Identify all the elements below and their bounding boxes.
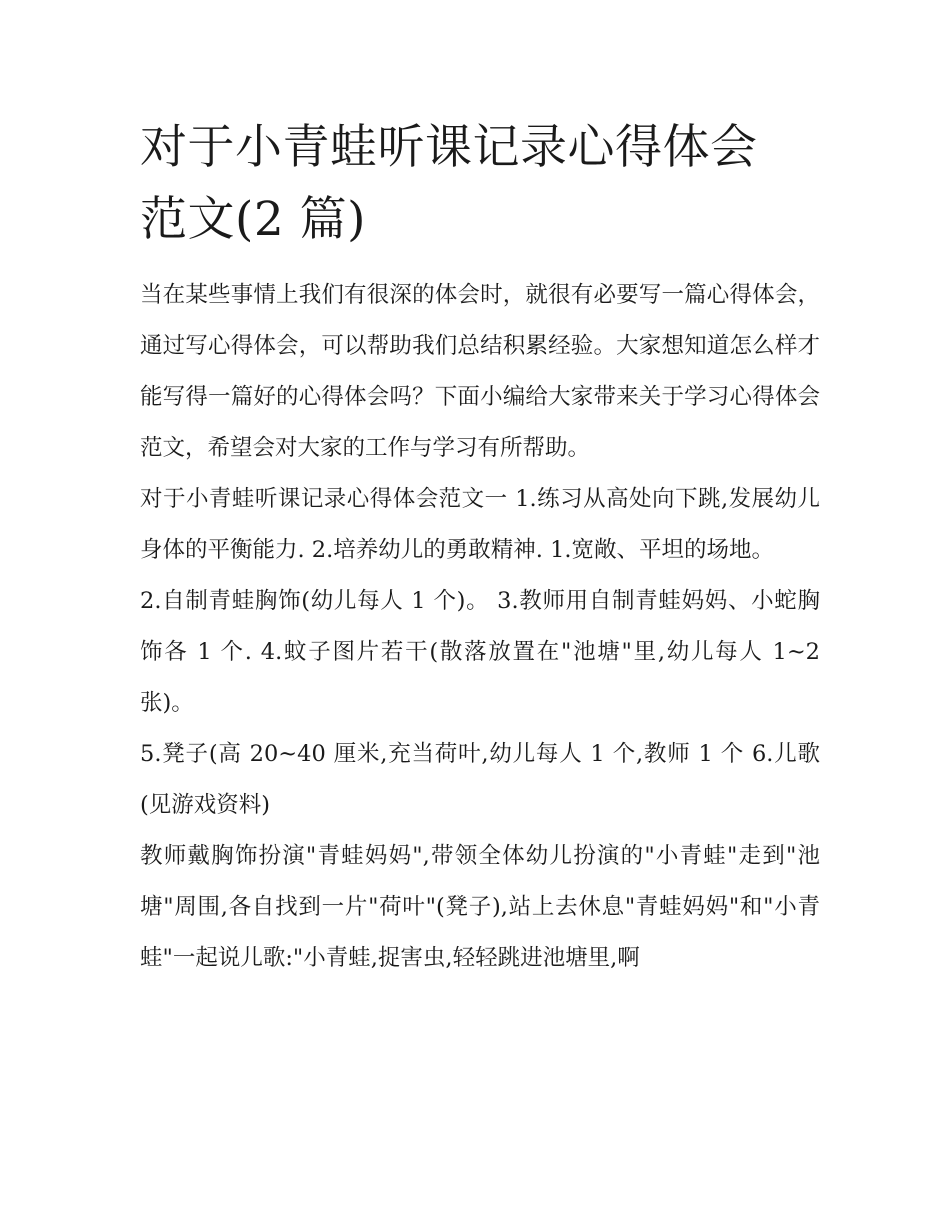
body-paragraph: 对于小青蛙听课记录心得体会范文一 1.练习从高处向下跳,发展幼儿身体的平衡能力. 2.培养幼儿的勇敢精神. 1.宽敞、平坦的场地。 (140, 486, 820, 563)
title-line-1: 对于小青蛙听课记录心得体会 (140, 120, 758, 175)
body-paragraph: 5.凳子(高 20~40 厘米,充当荷叶,幼儿每人 1 个,教师 1 个 6.儿歌(见游戏资料) (140, 741, 820, 818)
title-line-2: 范文(2 篇) (140, 192, 367, 247)
intro-paragraph: 当在某些事情上我们有很深的体会时，就很有必要写一篇心得体会，通过写心得体会，可以帮助我们总结积累经验。大家想知道怎么样才能写得一篇好的心得体会吗？下面小编给大家带来关于学习心得体会范文，希望会对大家的工作与学习有所帮助。 (140, 282, 820, 461)
document-body (140, 112, 820, 984)
body-paragraph: 教师戴胸饰扮演"青蛙妈妈",带领全体幼儿扮演的"小青蛙"走到"池塘"周围,各自找到一片"荷叶"(凳子),站上去休息"青蛙妈妈"和"小青蛙"一起说儿歌:"小青蛙,捉害虫,轻轻跳进池塘里,啊 (140, 843, 820, 971)
body-paragraph: 2.自制青蛙胸饰(幼儿每人 1 个)。 3.教师用自制青蛙妈妈、小蛇胸饰各 1 个. 4.蚊子图片若干(散落放置在"池塘"里,幼儿每人 1~2 张)。 (140, 588, 820, 716)
document-title (140, 112, 820, 256)
